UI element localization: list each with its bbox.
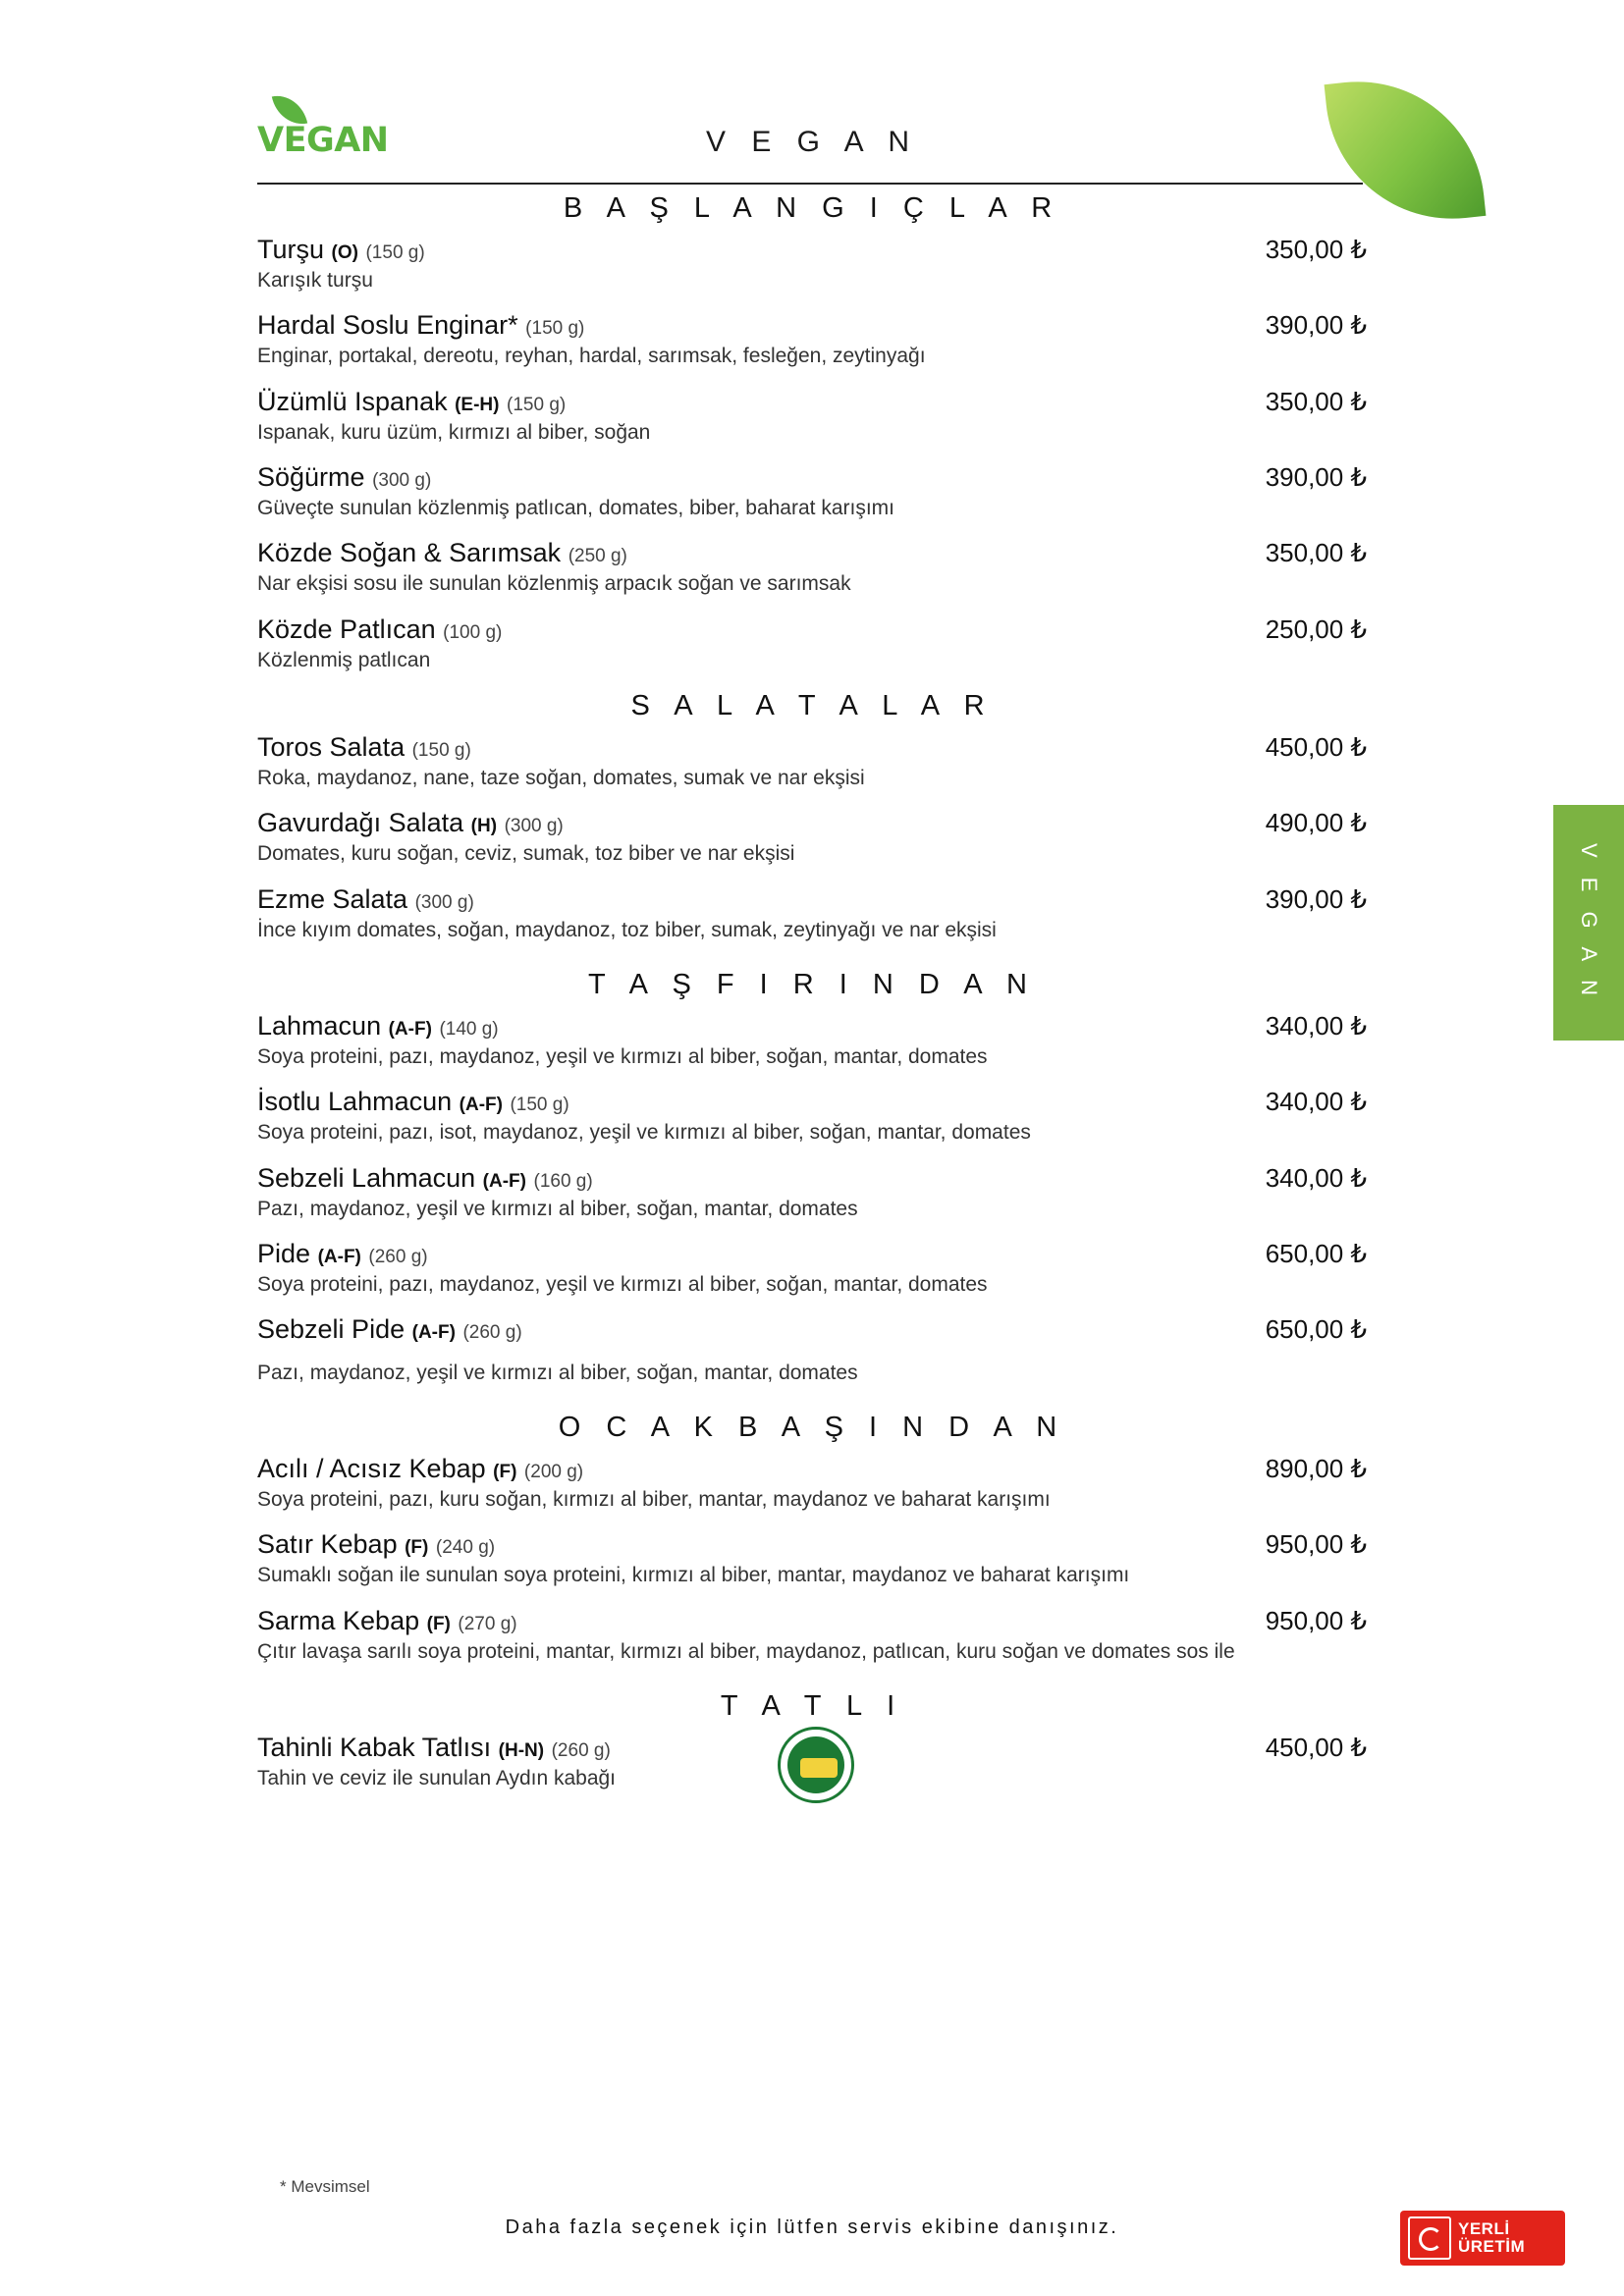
item-allergen: (F) (405, 1537, 429, 1559)
item-price: 350,00 ₺ (1265, 235, 1367, 264)
item-title: Tahinli Kabak Tatlısı (257, 1732, 492, 1762)
menu-sections (257, 192, 1367, 1808)
item-weight: (240 g) (435, 1537, 496, 1559)
item-price: 350,00 ₺ (1265, 386, 1367, 416)
section-title-ocakbasindan: O C A K B A Ş I N D A N (558, 1411, 1066, 1443)
item-title: Sarma Kebap (257, 1605, 420, 1635)
menu-item (257, 387, 1367, 446)
item-name (257, 1163, 593, 1194)
item-description: Karışık turşu (257, 269, 373, 293)
item-price: 390,00 ₺ (1265, 310, 1367, 341)
item-allergen: (A-F) (459, 1095, 503, 1116)
item-allergen: (F) (493, 1461, 517, 1482)
item-name (257, 614, 502, 645)
item-allergen: (E-H) (455, 394, 500, 415)
menu-item (257, 1314, 1367, 1385)
side-tab-label: V E G A N (1577, 842, 1601, 1003)
item-title: Lahmacun (257, 1011, 382, 1041)
item-weight: (150 g) (411, 740, 471, 762)
item-price: 340,00 ₺ (1265, 1011, 1367, 1041)
item-name (257, 1529, 495, 1560)
item-allergen: (H-N) (498, 1739, 545, 1761)
item-title: İsotlu Lahmacun (257, 1087, 453, 1117)
menu-item (257, 884, 1367, 943)
item-allergen: (H) (470, 816, 498, 837)
item-title: Sebzeli Pide (257, 1314, 406, 1345)
item-allergen: (A-F) (411, 1322, 456, 1344)
menu-item (257, 1239, 1367, 1298)
item-allergen: (A-F) (388, 1019, 432, 1041)
item-name (257, 1606, 517, 1636)
menu-item (257, 538, 1367, 597)
item-title: Pide (257, 1239, 311, 1269)
menu-item (257, 614, 1367, 673)
item-weight: (140 g) (439, 1019, 499, 1041)
item-weight: (270 g) (458, 1613, 517, 1634)
item-price: 650,00 ₺ (1265, 1239, 1367, 1269)
item-name (257, 732, 471, 763)
item-description: Domates, kuru soğan, ceviz, sumak, toz biber ve nar ekşisi (257, 842, 795, 866)
item-price: 650,00 ₺ (1265, 1314, 1367, 1345)
item-weight: (150 g) (510, 1095, 569, 1116)
item-price: 450,00 ₺ (1265, 1732, 1367, 1762)
item-description: Çıtır lavaşa sarılı soya proteini, mantar, kırmızı al biber, maydanoz, patlıcan, kuru soğan ve domates sos ile (257, 1639, 1235, 1663)
menu-item (257, 1606, 1367, 1665)
item-name (257, 462, 431, 493)
item-allergen: (A-F) (482, 1170, 526, 1192)
item-description: Enginar, portakal, dereotu, reyhan, hardal, sarımsak, fesleğen, zeytinyağı (257, 345, 926, 368)
item-description: Sumaklı soğan ile sunulan soya proteini, kırmızı al biber, mantar, maydanoz ve baharat karışımı (257, 1564, 1130, 1587)
item-weight: (150 g) (525, 318, 585, 340)
item-weight: (100 g) (443, 621, 503, 643)
item-title: Söğürme (257, 462, 365, 493)
item-description: Soya proteini, pazı, maydanoz, yeşil ve kırmızı al biber, soğan, mantar, domates (257, 1273, 988, 1297)
item-price: 250,00 ₺ (1265, 614, 1367, 644)
item-allergen: (F) (426, 1613, 451, 1634)
item-name (257, 1454, 583, 1484)
item-price: 390,00 ₺ (1265, 883, 1367, 914)
item-weight: (300 g) (414, 891, 474, 913)
item-title: Közde Patlıcan (257, 614, 436, 644)
item-description: Nar ekşisi sosu ile sunulan közlenmiş arpacık soğan ve sarımsak (257, 572, 851, 596)
menu-item (257, 1454, 1367, 1513)
menu-item (257, 808, 1367, 867)
item-title: Közde Soğan & Sarımsak (257, 538, 562, 568)
vegan-logo-text: VEGAN (257, 121, 389, 160)
item-name (257, 1239, 428, 1269)
item-description: Güveçte sunulan közlenmiş patlıcan, domates, biber, baharat karışımı (257, 497, 895, 520)
menu-item (257, 732, 1367, 791)
item-title: Toros Salata (257, 732, 406, 763)
item-description: Ispanak, kuru üzüm, kırmızı al biber, soğan (257, 420, 651, 444)
header-divider (257, 183, 1363, 185)
item-title: Turşu (257, 235, 325, 264)
item-name (257, 1314, 522, 1345)
side-tab-vegan (1553, 805, 1624, 1041)
page-title: V E G A N (705, 126, 919, 158)
item-name (257, 1011, 499, 1041)
footnote: * Mevsimsel (280, 2177, 370, 2196)
item-description: Tahin ve ceviz ile sunulan Aydın kabağı (257, 1766, 617, 1789)
item-allergen: (A-F) (317, 1247, 361, 1268)
item-weight: (260 g) (551, 1739, 611, 1761)
service-note: Daha fazla seçenek için lütfen servis ekibine danışınız. (505, 2216, 1119, 2238)
item-name (257, 884, 474, 915)
menu-item (257, 235, 1367, 294)
item-title: Acılı / Acısız Kebap (257, 1453, 486, 1483)
menu-item (257, 462, 1367, 521)
menu-item (257, 310, 1367, 369)
item-weight: (300 g) (372, 470, 432, 492)
yerli-uretim-text (1458, 2220, 1525, 2256)
item-title: Satır Kebap (257, 1529, 398, 1560)
turkish-flag-icon (1408, 2216, 1451, 2260)
item-name (257, 1733, 611, 1763)
item-title: Sebzeli Lahmacun (257, 1162, 476, 1193)
item-description: Roka, maydanoz, nane, taze soğan, domates, sumak ve nar ekşisi (257, 767, 865, 790)
item-price: 950,00 ₺ (1265, 1529, 1367, 1560)
item-description: Soya proteini, pazı, maydanoz, yeşil ve kırmızı al biber, soğan, mantar, domates (257, 1045, 988, 1069)
item-weight: (160 g) (533, 1170, 593, 1192)
item-description: Soya proteini, pazı, isot, maydanoz, yeşil ve kırmızı al biber, soğan, mantar, domates (257, 1121, 1031, 1145)
item-weight: (200 g) (523, 1461, 584, 1482)
item-description: Soya proteini, pazı, kuru soğan, kırmızı al biber, mantar, maydanoz ve baharat karışımı (257, 1487, 1051, 1511)
item-description: İnce kıyım domates, soğan, maydanoz, toz biber, sumak, zeytinyağı ve nar ekşisi (257, 918, 997, 941)
item-title: Hardal Soslu Enginar* (257, 310, 518, 341)
item-price: 490,00 ₺ (1265, 808, 1367, 838)
item-allergen: (O) (331, 242, 358, 263)
item-weight: (150 g) (507, 394, 567, 415)
menu-item (257, 1733, 1367, 1791)
menu-item (257, 1011, 1367, 1070)
item-description: Közlenmiş patlıcan (257, 648, 431, 671)
item-weight: (260 g) (368, 1247, 428, 1268)
item-price: 350,00 ₺ (1265, 538, 1367, 568)
item-price: 890,00 ₺ (1265, 1453, 1367, 1483)
section-title-salatalar: S A L A T A L A R (630, 690, 994, 722)
item-name (257, 235, 425, 265)
item-description: Pazı, maydanoz, yeşil ve kırmızı al biber, soğan, mantar, domates (257, 1361, 858, 1384)
section-title-baslangiclar: B A Ş L A N G I Ç L A R (563, 192, 1061, 224)
item-name (257, 808, 564, 838)
yerli-line-1: YERLİ (1458, 2219, 1510, 2239)
item-price: 340,00 ₺ (1265, 1087, 1367, 1117)
item-title: Gavurdağı Salata (257, 808, 464, 838)
yerli-uretim-badge (1400, 2211, 1565, 2266)
item-weight: (300 g) (504, 816, 564, 837)
item-name (257, 387, 566, 417)
item-price: 390,00 ₺ (1265, 462, 1367, 493)
item-weight: (250 g) (568, 546, 627, 567)
item-price: 950,00 ₺ (1265, 1605, 1367, 1635)
section-title-tatli: T A T L I (720, 1689, 904, 1722)
item-title: Üzümlü Ispanak (257, 386, 448, 416)
item-name (257, 1087, 569, 1117)
item-title: Ezme Salata (257, 883, 408, 914)
menu-item (257, 1529, 1367, 1588)
item-price: 450,00 ₺ (1265, 732, 1367, 763)
section-title-tas-firindan: T A Ş F I R I N D A N (588, 969, 1036, 1001)
yerli-line-2: ÜRETİM (1458, 2237, 1526, 2256)
item-price: 340,00 ₺ (1265, 1162, 1367, 1193)
menu-item (257, 1163, 1367, 1222)
item-name (257, 538, 627, 568)
item-name (257, 310, 584, 341)
quality-seal-icon (778, 1727, 854, 1803)
item-weight: (150 g) (365, 242, 425, 263)
item-description: Pazı, maydanoz, yeşil ve kırmızı al biber, soğan, mantar, domates (257, 1197, 858, 1220)
menu-item (257, 1087, 1367, 1146)
item-weight: (260 g) (462, 1322, 522, 1344)
